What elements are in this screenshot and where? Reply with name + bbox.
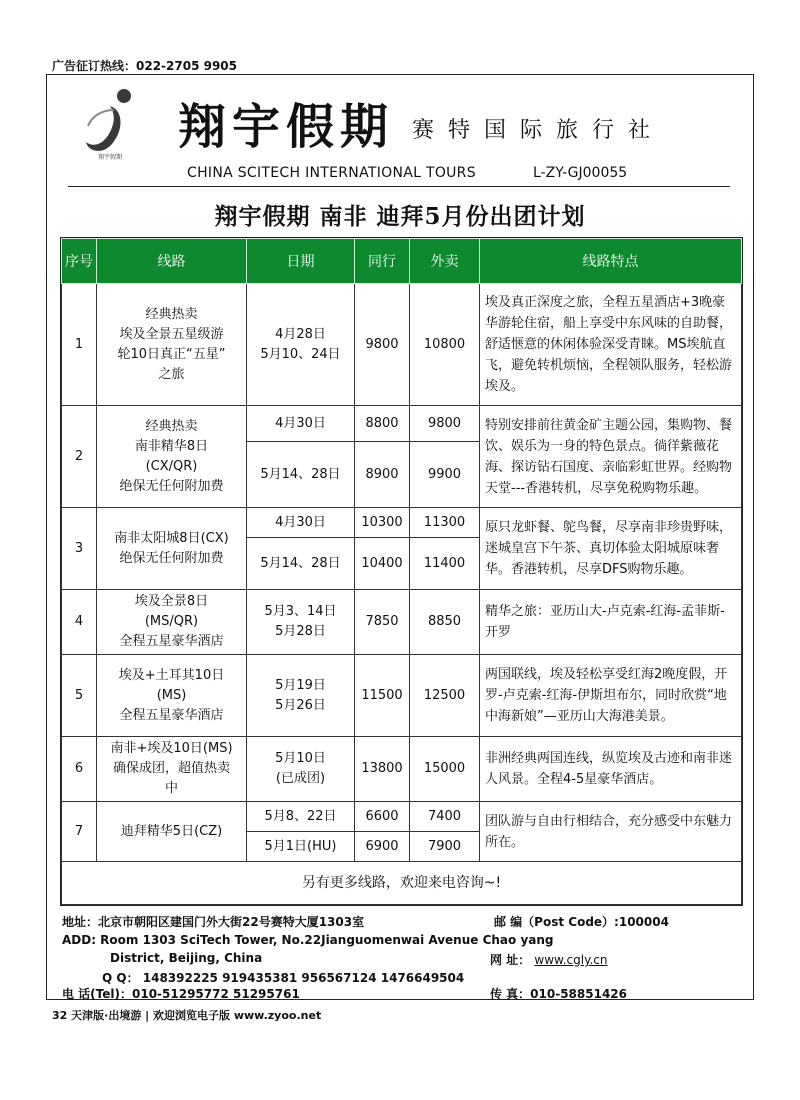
route-line: 全程五星豪华酒店 bbox=[119, 707, 224, 723]
col-header: 线路 bbox=[97, 239, 247, 284]
features-cell: 特别安排前往黄金矿主题公园，集购物、餐饮、娱乐为一身的特色景点。徜徉紫薇花海、探访钻石国度、亲临彩虹世界。经购物天堂---香港转机，尽享免税购物乐趣。 bbox=[480, 406, 742, 508]
table-header-row bbox=[62, 239, 742, 284]
date-line: 5月3、14日 bbox=[264, 604, 337, 619]
date-cell: 5月14、28日 bbox=[247, 442, 355, 508]
route-line: (MS) bbox=[156, 687, 187, 703]
features-cell: 非洲经典两国连线，纵览埃及古迹和南非迷人风景。全程4-5星豪华酒店。 bbox=[480, 737, 742, 802]
peer-price: 11500 bbox=[355, 655, 410, 737]
date-cell: 5月14、28日 bbox=[247, 538, 355, 590]
row-number: 4 bbox=[62, 590, 97, 655]
table-row bbox=[62, 508, 742, 538]
retail-price: 12500 bbox=[410, 655, 480, 737]
row-number: 6 bbox=[62, 737, 97, 802]
row-number: 3 bbox=[62, 508, 97, 590]
route-line: 埃及全景8日 bbox=[134, 594, 209, 609]
row-number: 7 bbox=[62, 802, 97, 862]
route-cell bbox=[97, 802, 247, 862]
retail-price: 15000 bbox=[410, 737, 480, 802]
license-number: L-ZY-GJ00055 bbox=[533, 165, 628, 181]
date-line: 5月10、24日 bbox=[260, 346, 341, 362]
route-line: (MS/QR) bbox=[144, 614, 199, 629]
route-cell bbox=[97, 406, 247, 508]
peer-price: 8800 bbox=[355, 406, 410, 442]
features-cell: 精华之旅：亚历山大-卢克索-红海-孟菲斯-开罗 bbox=[480, 590, 742, 655]
peer-price: 7850 bbox=[355, 590, 410, 655]
date-line: 4月28日 bbox=[275, 326, 326, 342]
date-cell: 5月1日(HU) bbox=[247, 832, 355, 862]
route-line: 迪拜精华5日(CZ) bbox=[120, 823, 223, 839]
retail-price: 11400 bbox=[410, 538, 480, 590]
address-en-line1: ADD: Room 1303 SciTech Tower, No.22Jianguomenwai Avenue Chao yang bbox=[62, 933, 554, 947]
swoosh-logo-icon bbox=[80, 86, 142, 162]
col-header: 线路特点 bbox=[480, 239, 742, 284]
website-block bbox=[490, 951, 608, 968]
route-line: 南非精华8日 bbox=[134, 438, 209, 454]
phone: 电 话(Tel)：010-51295772 51295761 bbox=[62, 987, 300, 1001]
peer-price: 6900 bbox=[355, 832, 410, 862]
route-cell bbox=[97, 655, 247, 737]
route-cell bbox=[97, 284, 247, 406]
date-cell: 5月8、22日 bbox=[247, 802, 355, 832]
ad-hotline: 广告征订热线：022-2705 9905 bbox=[52, 59, 238, 73]
header-divider bbox=[68, 186, 730, 187]
retail-price: 7900 bbox=[410, 832, 480, 862]
table-row bbox=[62, 737, 742, 802]
table-row bbox=[62, 284, 742, 406]
brand-name: 翔宇假期 bbox=[178, 99, 395, 155]
address-cn: 地址：北京市朝阳区建国门外大街22号赛特大厦1303室 bbox=[62, 915, 365, 929]
route-line: 经典热卖 bbox=[145, 306, 198, 322]
col-header: 日期 bbox=[247, 239, 355, 284]
retail-price: 9900 bbox=[410, 442, 480, 508]
date-line: (已成团) bbox=[275, 771, 326, 786]
route-cell bbox=[97, 508, 247, 590]
logo-caption: 翔宇假期 bbox=[98, 154, 123, 161]
table-row bbox=[62, 802, 742, 832]
page-footer: 32 天津版·出境游 | 欢迎浏览电子版 www.zyoo.net bbox=[52, 1009, 322, 1022]
plan-title: 翔宇假期 南非 迪拜5月份出团计划 bbox=[214, 203, 586, 230]
more-routes-note: 另有更多线路，欢迎来电咨询~! bbox=[62, 862, 742, 905]
route-line: 埃及+土耳其10日 bbox=[118, 667, 225, 683]
peer-price: 9800 bbox=[355, 284, 410, 406]
date-line: 5月28日 bbox=[275, 624, 326, 639]
date-cell: 4月30日 bbox=[247, 406, 355, 442]
address-en-line2: District, Beijing, China bbox=[110, 951, 263, 965]
postcode: 邮 编（Post Code）:100004 bbox=[494, 915, 669, 929]
row-number: 1 bbox=[62, 284, 97, 406]
date-cell bbox=[247, 284, 355, 406]
table-row bbox=[62, 862, 742, 905]
route-line: 绝保无任何附加费 bbox=[119, 478, 224, 494]
retail-price: 11300 bbox=[410, 508, 480, 538]
peer-price: 10300 bbox=[355, 508, 410, 538]
features-cell: 埃及真正深度之旅，全程五星酒店+3晚豪华游轮住宿，船上享受中东风味的自助餐，舒适惬意的休闲体验深受青睐。MS埃航直飞，避免转机烦恼，全程领队服务，轻松游埃及。 bbox=[480, 284, 742, 406]
route-line: (CX/QR) bbox=[145, 458, 198, 474]
table-row bbox=[62, 406, 742, 442]
route-line: 确保成团，超值热卖 bbox=[112, 761, 230, 776]
features-cell: 两国联线，埃及轻松享受红海2晚度假，开罗-卢克索-红海-伊斯坦布尔，同时欣赏“地中海新娘”—亚历山大海港美景。 bbox=[480, 655, 742, 737]
date-cell bbox=[247, 737, 355, 802]
peer-price: 13800 bbox=[355, 737, 410, 802]
features-cell: 原只龙虾餐、鸵鸟餐，尽享南非珍贵野味，迷城皇宫下午茶、真切体验太阳城原味奢华。香港转机，尽享DFS购物乐趣。 bbox=[480, 508, 742, 590]
date-cell bbox=[247, 655, 355, 737]
date-cell bbox=[247, 590, 355, 655]
route-line: 轮10日真正“五星” bbox=[117, 346, 226, 362]
retail-price: 9800 bbox=[410, 406, 480, 442]
retail-price: 10800 bbox=[410, 284, 480, 406]
tour-table-wrapper bbox=[60, 237, 743, 906]
route-line: 中 bbox=[164, 781, 178, 796]
website-link[interactable]: www.cgly.cn bbox=[534, 953, 608, 967]
route-line: 全程五星豪华酒店 bbox=[119, 634, 224, 649]
table-row bbox=[62, 590, 742, 655]
row-number: 5 bbox=[62, 655, 97, 737]
row-number: 2 bbox=[62, 406, 97, 508]
route-cell bbox=[97, 590, 247, 655]
retail-price: 8850 bbox=[410, 590, 480, 655]
fax: 传 真：010-58851426 bbox=[490, 987, 628, 1001]
peer-price: 10400 bbox=[355, 538, 410, 590]
route-cell bbox=[97, 737, 247, 802]
tour-table bbox=[61, 238, 742, 905]
date-line: 5月10日 bbox=[275, 751, 326, 766]
peer-price: 6600 bbox=[355, 802, 410, 832]
table-row bbox=[62, 655, 742, 737]
col-header: 序号 bbox=[62, 239, 97, 284]
website-label: 网 址： bbox=[490, 953, 531, 967]
agency-name: 赛特国际旅行社 bbox=[412, 118, 665, 143]
date-line: 5月26日 bbox=[275, 697, 326, 713]
route-line: 埃及全景五星级游 bbox=[119, 326, 224, 342]
date-cell: 4月30日 bbox=[247, 508, 355, 538]
route-line: 南非+埃及10日(MS) bbox=[110, 741, 233, 756]
col-header: 外卖 bbox=[410, 239, 480, 284]
route-line: 南非太阳城8日(CX) bbox=[114, 530, 229, 546]
route-line: 绝保无任何附加费 bbox=[119, 550, 224, 566]
col-header: 同行 bbox=[355, 239, 410, 284]
english-agency-name: CHINA SCITECH INTERNATIONAL TOURS bbox=[187, 165, 476, 181]
route-line: 之旅 bbox=[158, 366, 185, 382]
features-cell: 团队游与自由行相结合，充分感受中东魅力所在。 bbox=[480, 802, 742, 862]
date-line: 5月19日 bbox=[275, 677, 326, 693]
retail-price: 7400 bbox=[410, 802, 480, 832]
route-line: 经典热卖 bbox=[145, 418, 198, 434]
peer-price: 8900 bbox=[355, 442, 410, 508]
qq-numbers: Q Q： 148392225 919435381 956567124 1476649504 bbox=[102, 971, 465, 985]
